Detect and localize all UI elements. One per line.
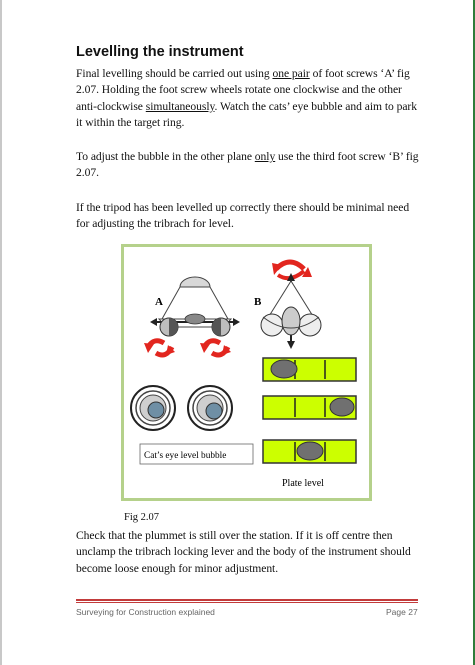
cats-eye-bubble-left [131, 386, 175, 430]
plate-level-vial-1 [263, 358, 356, 381]
footer-page-number: Page 27 [386, 607, 418, 617]
figure-number: Fig 2.07 [124, 512, 160, 523]
figure-illustration [124, 247, 369, 498]
label-a: A [155, 296, 163, 308]
plate-level-vial-3 [263, 440, 356, 463]
paragraph-levelling-pair [76, 66, 422, 132]
paragraph-tripod: If the tripod has been levelled up correctly there should be minimal need for adjusting the tribrach for level. [76, 201, 410, 231]
plate-level-vial-2 [263, 396, 356, 419]
rotation-arrows-a [144, 341, 231, 355]
para2-text-2: use the third foot screw ‘B’ fig 2.07. [76, 150, 419, 180]
paragraph-plummet: Check that the plummet is still over the station. If it is off centre then unclamp the tribrach locking lever and the body of the instrument should become loose enough for minor adjustment. [76, 529, 411, 575]
para1-text-1: Final levelling should be carried out using [76, 67, 273, 80]
para1-text-2: of foot screws ‘A’ fig 2.07. Holding the foot screw wheels rotate one clockwise and the other anti-clockwise [76, 67, 410, 113]
para2-text-1: To adjust the bubble in the other plane [76, 150, 255, 163]
plate-level-caption: Plate level [282, 478, 324, 489]
para1-text-3: . Watch the cats’ eye bubble and aim to park it within the target ring. [76, 99, 417, 130]
page-left-edge [0, 0, 2, 665]
para1-underline-simultaneously: simultaneously [145, 99, 215, 113]
section-heading: Levelling the instrument [76, 44, 244, 60]
footer-book-title: Surveying for Construction explained [76, 607, 215, 617]
para1-underline-one-pair: one pair [272, 67, 310, 80]
para2-underline-only: only [254, 150, 276, 163]
footer-rule-secondary [76, 602, 418, 603]
figure-frame [121, 244, 372, 501]
tribrach-a-drawing [150, 277, 240, 336]
label-b: B [254, 296, 262, 308]
paragraph-third-screw [76, 149, 422, 182]
cats-eye-bubble-right [188, 386, 232, 430]
footer-rule [76, 599, 418, 601]
tribrach-b-drawing [261, 262, 321, 349]
cats-eye-caption: Cat’s eye level bubble [144, 451, 227, 461]
